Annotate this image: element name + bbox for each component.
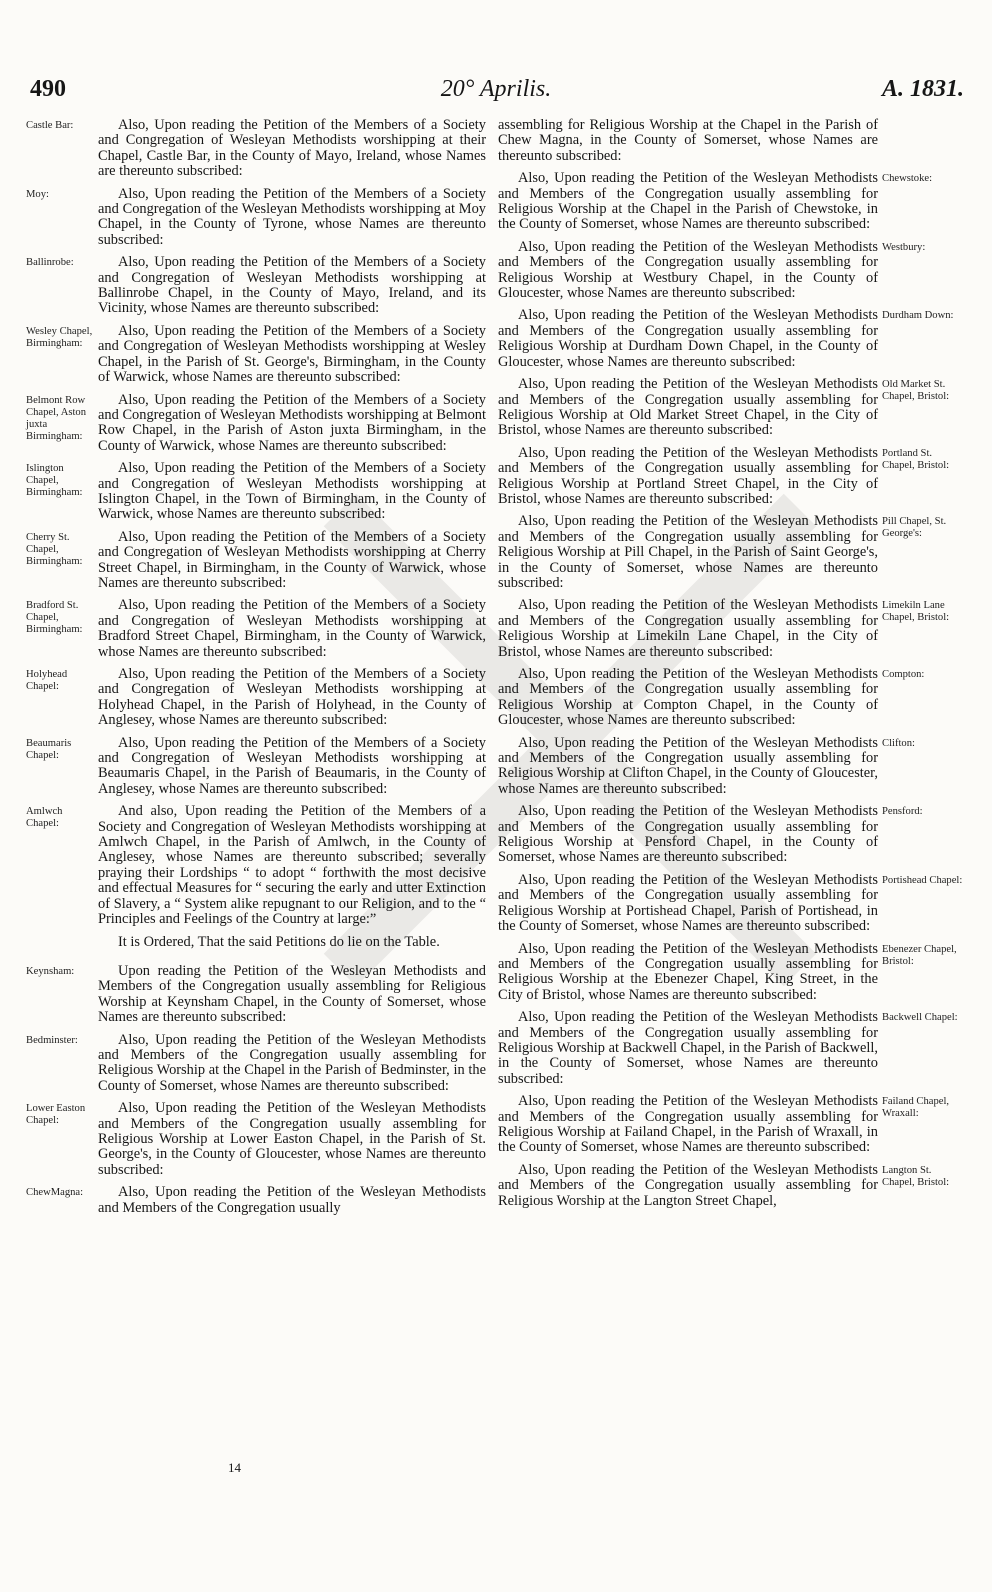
petition-entry (26, 1100, 486, 1178)
year-header: A. 1831. (881, 76, 964, 102)
petition-entry (26, 803, 486, 928)
margin-note: Bradford St. Chapel, Birmingham: (26, 600, 83, 636)
petition-entry (26, 185, 486, 249)
margin-note: Durdham Down: (882, 310, 954, 322)
petition-text: Also, Upon reading the Petition of the Wesleyan Methodists and Members of the Congregation usually assembling for Religious Worship at the Chapel in the Parish of Bedminster, in the County of Somerset, whose Names are thereunto subscribed: (98, 1031, 486, 1094)
petition-entry (26, 734, 486, 798)
petition-text: Also, Upon reading the Petition of the Wesleyan Methodists and Members of the Congregation usually assembling for Religious Worship at the Ebenezer Chapel, King Street, in the City of Bristol, whose Names are thereunto subscribed: (498, 940, 878, 1003)
petition-text: Also, Upon reading the Petition of the Wesleyan Methodists and Members of the Congregation usually assembling for Religious Worship at the Langton Street Chapel, (498, 1161, 878, 1209)
running-date-header: 20° Aprilis. (440, 76, 552, 102)
petition-text: Also, Upon reading the Petition of the Members of a Society and Congregation of the Wesleyan Methodists worshipping at Moy Chapel, in the County of Tyrone, whose Names are thereunto subscribed: (98, 185, 486, 248)
petition-entry (26, 117, 486, 180)
margin-note: Langton St. Chapel, Bristol: (882, 1164, 950, 1188)
left-entries-continued (26, 962, 486, 1216)
ordered-text: It is Ordered, That the said Petitions do lie on the Table. (118, 933, 440, 950)
signature-mark: 14 (228, 1460, 241, 1475)
petition-entry (498, 307, 954, 370)
petition-entry (26, 666, 486, 729)
petition-entry (26, 962, 486, 1026)
margin-note: Holyhead Chapel: (26, 669, 68, 692)
left-column (26, 117, 486, 1498)
petition-entry (498, 871, 963, 935)
right-entries (498, 117, 963, 1209)
petition-text: Also, Upon reading the Petition of the Members of a Society and Congregation of Wesleyan Methodists worshipping at Bradford Street Chapel, Birmingham, in the County of Warwick, whose Names are thereunto subscribed: (98, 597, 486, 660)
petition-text: Also, Upon reading the Petition of the Wesleyan Methodists and Members of the Congregation usually assembling for Religious Worship at Durdham Down Chapel, in the County of Gloucester, whose Names are thereunto subscribed: (498, 307, 878, 370)
petition-text: Also, Upon reading the Petition of the Wesleyan Methodists and Members of the Congregation usually assembling for Religious Worship at Lower Easton Chapel, in the Parish of St. George's, in the County of Gloucester, whose Names are thereunto subscribed: (98, 1100, 486, 1178)
margin-note: Moy: (26, 188, 49, 200)
petition-entry (498, 444, 950, 508)
petition-text: Also, Upon reading the Petition of the Wesleyan Methodists and Members of the Congregation usually assembling for Religious Worship at Backwell Chapel, in the Parish of Backwell, in the County of Somerset, whose Names are thereunto subscribed: (498, 1009, 878, 1087)
petition-text: Also, Upon reading the Petition of the Wesleyan Methodists and Members of the Congregation usually assembling for Religious Worship at Failand Chapel, in the Parish of Wraxall, in the County of Somerset, whose Names are thereunto subscribed: (498, 1093, 878, 1156)
margin-note: Backwell Chapel: (882, 1012, 958, 1024)
margin-note: Wesley Chapel, Birmingham: (26, 325, 93, 349)
petition-text: Upon reading the Petition of the Wesleyan Methodists and Members of the Congregation usually assembling for Religious Worship at Keynsham Chapel, in the County of Somerset, whose Names are thereunto subscribed: (98, 962, 486, 1026)
margin-note: Portishead Chapel: (882, 874, 963, 886)
petition-entry (498, 734, 915, 798)
petition-text: Also, Upon reading the Petition of the Wesleyan Methodists and Members of the Congregation usually assembling for Religious Worship at Clifton Chapel, in the County of Gloucester, whose Names are thereunto subscribed: (498, 734, 878, 797)
petition-entry (498, 940, 957, 1004)
margin-note: Ebenezer Chapel, Bristol: (882, 943, 957, 967)
petition-text: Also, Upon reading the Petition of the Wesleyan Methodists and Members of the Congregation usually assembling for Religious Worship at Limekiln Lane Chapel, in the City of Bristol, whose Names are thereunto subscribed: (498, 597, 878, 660)
margin-note: Clifton: (882, 737, 915, 749)
petition-text: assembling for Religious Worship at the Chapel in the Parish of Chew Magna, in the County of Somerset, whose Names are thereunto subscribed: (498, 117, 878, 164)
petition-entry (26, 1184, 486, 1216)
petition-text: Also, Upon reading the Petition of the Members of a Society and Congregation of Wesleyan Methodists worshipping at Cherry Street Chapel, in Birmingham, in the County of Warwick, whose Names are thereunto subscribed: (98, 528, 486, 591)
petition-entry (498, 1093, 950, 1156)
right-column (498, 117, 963, 1498)
petition-text: Also, Upon reading the Petition of the Members of a Society and Congregation of Wesleyan Methodists worshipping at Ballinrobe Chapel, in the County of Mayo, Ireland, and its Vicinity, whose Names are thereunto subscribed: (98, 254, 486, 317)
petition-entry (498, 803, 923, 866)
petition-text: Also, Upon reading the Petition of the Wesleyan Methodists and Members of the Congregation usually assembling for Religious Worship at Pensford Chapel, in the County of Somerset, whose Names are thereunto subscribed: (498, 803, 878, 866)
petition-entry (498, 376, 950, 439)
petition-text: Also, Upon reading the Petition of the Wesleyan Methodists and Members of the Congregation usually assembling for Religious Worship at the Chapel in the Parish of Chewstoke, in the County of Somerset, whose Names are thereunto subscribed: (498, 170, 878, 233)
petition-text: Also, Upon reading the Petition of the Wesleyan Methodists and Members of the Congregation usually assembling for Religious Worship at Portishead Chapel, Parish of Portishead, in the County of Somerset, whose Names are thereunto subscribed: (498, 871, 878, 935)
margin-note: Castle Bar: (26, 120, 74, 131)
petition-text: Also, Upon reading the Petition of the Members of a Society and Congregation of Wesleyan Methodists worshipping at Wesley Chapel, in the Parish of St. George's, Birmingham, in the County of Warwick, whose Names are thereunto subscribed: (98, 322, 486, 386)
petition-text: And also, Upon reading the Petition of the Members of a Society and Congregation of Wesleyan Methodists worshipping at Amlwch Chapel, in the Parish of Amlwch, in the County of Anglesey, whose Names are thereunto subscribed; severally praying their Lordships “ to adopt “ forthwith the most decisive and effectual Measures for “ securing the early and utter Extinction of Slavery, a “ System alike repugnant to our Religion, and to the “ Principles and Feelings of the Country at large:” (98, 803, 486, 928)
margin-note: Amlwch Chapel: (26, 806, 63, 830)
petition-entry (498, 513, 947, 591)
margin-note: Pensford: (882, 806, 923, 818)
margin-note: Chewstoke: (882, 173, 933, 185)
petition-text: Also, Upon reading the Petition of the Wesleyan Methodists and Members of the Congregation usually assembling for Religious Worship at Westbury Chapel, in the County of Gloucester, whose Names are thereunto subscribed: (498, 238, 878, 302)
petition-entry (26, 1031, 486, 1095)
petition-entry (498, 1009, 958, 1087)
petition-entry (26, 391, 486, 455)
petition-text: Also, Upon reading the Petition of the Members of a Society and Congregation of Wesleyan Methodists worshipping at Holyhead Chapel, in the Parish of Holyhead, in the County of Anglesey, whose Names are thereunto subscribed: (98, 666, 486, 729)
petition-entry (498, 666, 925, 729)
margin-note: Cherry St. Chapel, Birmingham: (26, 531, 83, 567)
petition-entry (498, 238, 926, 302)
page-number: 490 (30, 76, 66, 102)
petition-entry (498, 597, 950, 660)
petition-entry (498, 170, 933, 233)
margin-note: Bedminster: (26, 1034, 78, 1046)
left-entries (26, 117, 486, 928)
margin-note: Limekiln Lane Chapel, Bristol: (882, 600, 950, 624)
petition-entry (26, 254, 486, 317)
margin-note: Keynsham: (26, 965, 75, 977)
petition-text: Also, Upon reading the Petition of the Wesleyan Methodists and Members of the Congregation usually (98, 1184, 486, 1216)
petition-entry (498, 118, 878, 164)
margin-note: Islington Chapel, Birmingham: (26, 463, 83, 499)
petition-entry (26, 460, 486, 523)
petition-text: Also, Upon reading the Petition of the Members of a Society and Congregation of Wesleyan Methodists worshipping at Beaumaris Chapel, in the Parish of Beaumaris, in the County of Anglesey, whose Names are thereunto subscribed: (98, 734, 486, 797)
margin-note: Pill Chapel, St. George's: (882, 516, 947, 540)
petition-text: Also, Upon reading the Petition of the Wesleyan Methodists and Members of the Congregation usually assembling for Religious Worship at Old Market Street Chapel, in the City of Bristol, whose Names are thereunto subscribed: (498, 376, 878, 439)
petition-entry (498, 1161, 950, 1209)
petition-entry (26, 322, 486, 386)
margin-note: Beaumaris Chapel: (26, 737, 72, 761)
margin-note: Ballinrobe: (26, 257, 74, 269)
petition-entry (26, 528, 486, 592)
margin-note: ChewMagna: (26, 1187, 84, 1199)
margin-note: Portland St. Chapel, Bristol: (882, 447, 950, 471)
margin-note: Compton: (882, 669, 925, 680)
margin-note: Failand Chapel, Wraxall: (882, 1096, 950, 1120)
petition-text: Also, Upon reading the Petition of the Wesleyan Methodists and Members of the Congregation usually assembling for Religious Worship at Compton Chapel, in the County of Gloucester, whose Names are thereunto subscribed: (498, 666, 878, 729)
margin-note: Westbury: (882, 241, 926, 253)
petition-text: Also, Upon reading the Petition of the Wesleyan Methodists and Members of the Congregation usually assembling for Religious Worship at Pill Chapel, in the Parish of Saint George's, in the County of Somerset, whose Names are thereunto subscribed: (498, 513, 878, 591)
margin-note: Lower Easton Chapel: (26, 1103, 86, 1127)
page-header (24, 76, 968, 110)
petition-text: Also, Upon reading the Petition of the Members of a Society and Congregation of Wesleyan Methodists worshipping at Belmont Row Chapel, in the Parish of Aston juxta Birmingham, in the County of Warwick, whose Names are thereunto subscribed: (98, 391, 486, 454)
petition-text: Also, Upon reading the Petition of the Members of a Society and Congregation of Wesleyan Methodists worshipping at Islington Chapel, in the Town of Birmingham, in the County of Warwick, whose Names are thereunto subscribed: (98, 460, 486, 523)
petition-text: Also, Upon reading the Petition of the Wesleyan Methodists and Members of the Congregation usually assembling for Religious Worship at Portland Street Chapel, in the City of Bristol, whose Names are thereunto subscribed: (498, 444, 878, 507)
margin-note: Old Market St. Chapel, Bristol: (882, 379, 950, 403)
margin-note: Belmont Row Chapel, Aston juxta Birmingham: (26, 394, 87, 442)
petition-entry (26, 597, 486, 660)
petition-text: Also, Upon reading the Petition of the Members of a Society and Congregation of Wesleyan Methodists worshipping at their Chapel, Castle Bar, in the County of Mayo, Ireland, whose Names are thereunto subscribed: (98, 117, 486, 180)
